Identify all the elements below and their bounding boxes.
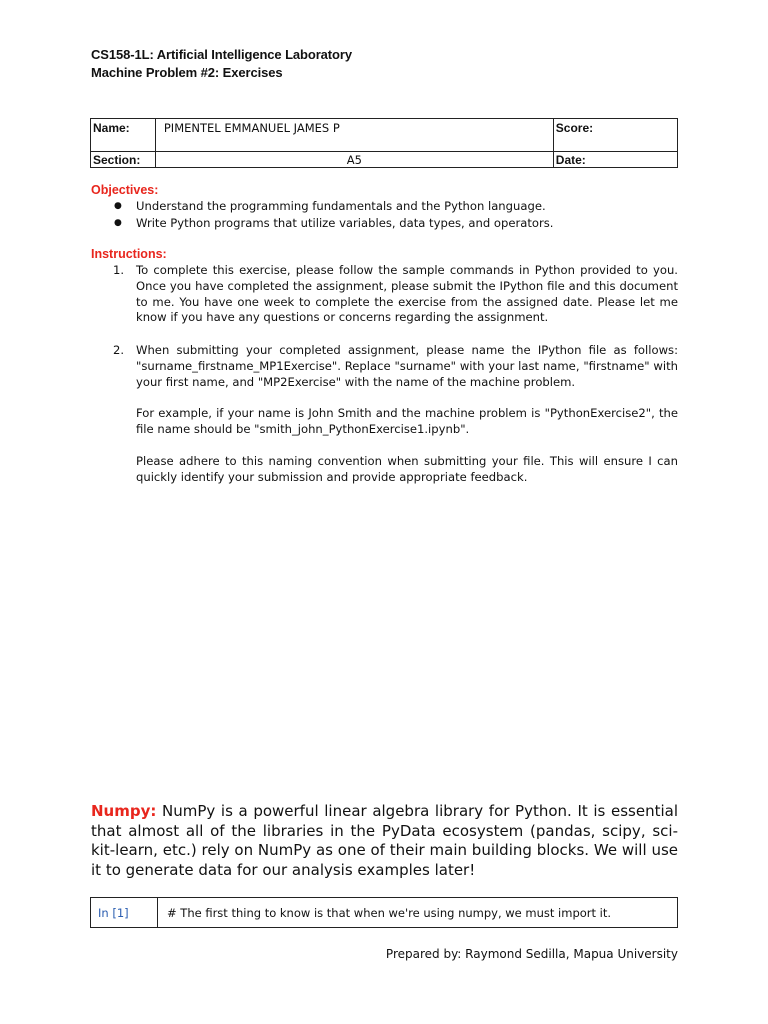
instructions-heading: Instructions:: [91, 247, 167, 261]
instruction-note: Please adhere to this naming convention when submitting your file. This will ensure I can quickly identify your submission and provide appropriate feedback.: [136, 454, 678, 484]
course-title: CS158-1L: Artificial Intelligence Laboratory: [91, 47, 352, 62]
code-cell: [90, 897, 678, 928]
footer-prepared-by: Prepared by: Raymond Sedilla, Mapua University: [385, 947, 678, 961]
numpy-paragraph: [91, 802, 678, 880]
score-label: Score:: [553, 119, 677, 152]
instruction-text: When submitting your completed assignment, please name the IPython file as follows: "surname_firstname_MP1Exercise". Replace "surname" with your last name, "firstname" with your first name, and "MP2Exercise" with the name of the machine problem.: [136, 343, 678, 389]
name-label: Name:: [91, 119, 156, 152]
objective-item: Write Python programs that utilize variables, data types, and operators.: [136, 216, 554, 230]
section-label: Section:: [91, 152, 156, 168]
instruction-number: 2.: [113, 343, 125, 357]
code-text: # The first thing to know is that when we're using numpy, we must import it.: [167, 905, 612, 920]
code-prompt: In [1]: [91, 898, 158, 927]
section-value: A5: [155, 152, 553, 168]
objectives-heading: Objectives:: [91, 183, 159, 197]
numpy-text: NumPy is a powerful linear algebra library for Python. It is essential that almost all of the libraries in the PyData ecosystem (pandas, scipy, sci-kit-learn, etc.) rely on NumPy as one of their main building blocks. We will use it to generate data for our analysis examples later!: [91, 802, 678, 879]
student-info-table: [90, 118, 678, 168]
instruction-number: 1.: [113, 263, 125, 277]
date-label: Date:: [553, 152, 677, 168]
name-value: PIMENTEL EMMANUEL JAMES P: [155, 119, 553, 152]
instruction-example: For example, if your name is John Smith and the machine problem is "PythonExercise2", the file name should be "smith_john_PythonExercise1.ipynb".: [136, 406, 678, 436]
objective-item: Understand the programming fundamentals and the Python language.: [136, 199, 546, 213]
bullet-icon: ●: [114, 218, 122, 228]
instruction-text: To complete this exercise, please follow the sample commands in Python provided to you. Once you have completed the assignment, please submit the IPython file and this document to me. You have one week to complete the exercise from the assigned date. Please let me know if you have any questions or concerns regarding the assignment.: [136, 263, 678, 325]
bullet-icon: ●: [114, 201, 122, 211]
problem-title: Machine Problem #2: Exercises: [91, 65, 283, 80]
numpy-heading: Numpy:: [91, 802, 157, 820]
